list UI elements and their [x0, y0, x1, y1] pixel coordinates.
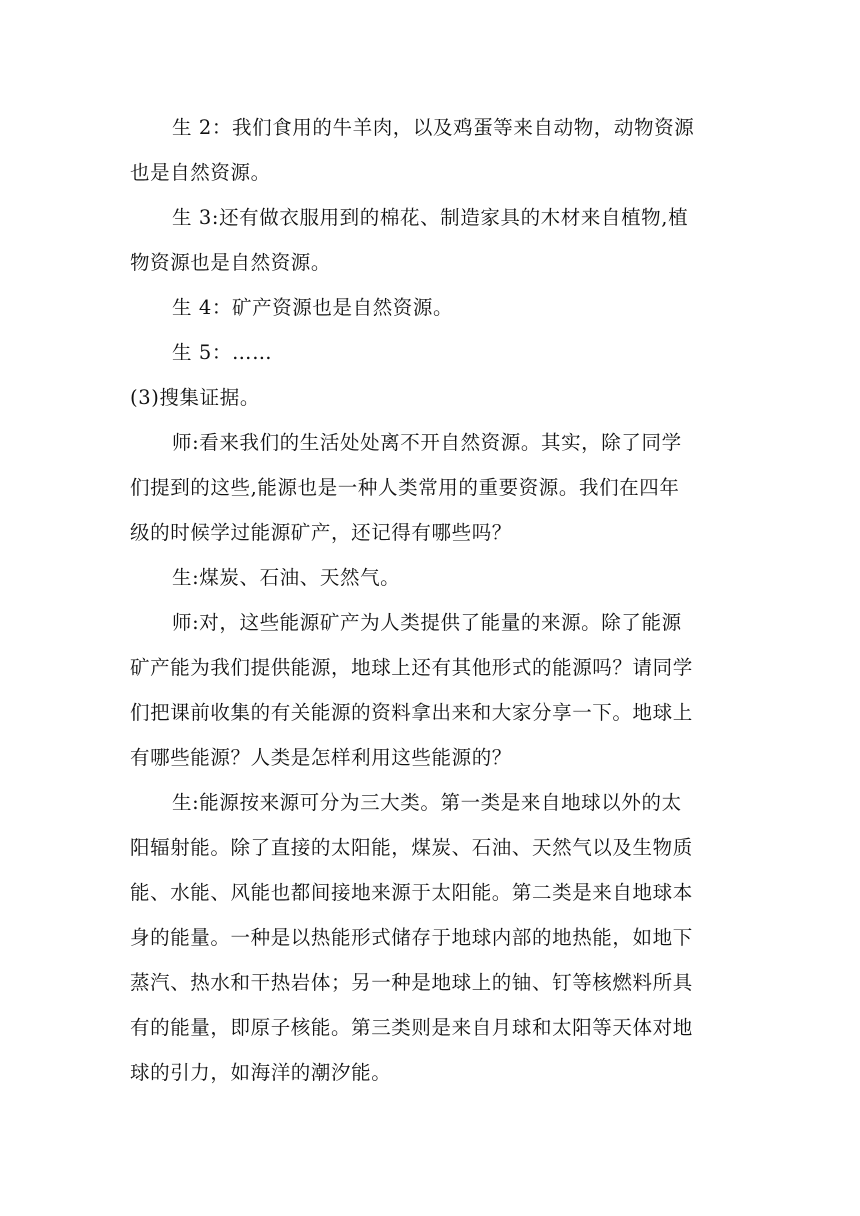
- text-line: 生 5：……: [172, 341, 273, 364]
- text-line: 物资源也是自然资源。: [130, 251, 332, 274]
- text-line: 阳辐射能。除了直接的太阳能，煤炭、石油、天然气以及生物质: [130, 836, 693, 859]
- text-line: 级的时候学过能源矿产，还记得有哪些吗？: [130, 521, 512, 544]
- section-heading: (3)搜集证据。: [130, 386, 260, 409]
- text-line: 们把课前收集的有关能源的资料拿出来和大家分享一下。地球上: [130, 701, 693, 724]
- text-line: 生:煤炭、石油、天然气。: [172, 566, 401, 589]
- text-line: 生:能源按来源可分为三大类。第一类是来自地球以外的太: [172, 791, 682, 814]
- text-line: 有哪些能源？人类是怎样利用这些能源的？: [130, 746, 512, 769]
- text-line: 有的能量，即原子核能。第三类则是来自月球和太阳等天体对地: [130, 1016, 693, 1039]
- text-line: 蒸汽、热水和干热岩体；另一种是地球上的铀、钉等核燃料所具: [130, 971, 693, 994]
- text-line: 生 4：矿产资源也是自然资源。: [172, 296, 454, 319]
- text-line: 能、水能、风能也都间接地来源于太阳能。第二类是来自地球本: [130, 881, 693, 904]
- text-line: 球的引力，如海洋的潮汐能。: [130, 1061, 392, 1084]
- text-line: 师:看来我们的生活处处离不开自然资源。其实，除了同学: [172, 431, 682, 454]
- text-line: 们提到的这些,能源也是一种人类常用的重要资源。我们在四年: [130, 476, 680, 499]
- text-line: 生 2：我们食用的牛羊肉，以及鸡蛋等来自动物，动物资源: [172, 116, 695, 139]
- text-line: 生 3:还有做衣服用到的棉花、制造家具的木材来自植物,植: [172, 206, 689, 229]
- text-line: 也是自然资源。: [130, 161, 271, 184]
- text-line: 矿产能为我们提供能源，地球上还有其他形式的能源吗？请同学: [130, 656, 693, 679]
- text-line: 师:对，这些能源矿产为人类提供了能量的来源。除了能源: [172, 611, 682, 634]
- text-line: 身的能量。一种是以热能形式储存于地球内部的地热能，如地下: [130, 926, 693, 949]
